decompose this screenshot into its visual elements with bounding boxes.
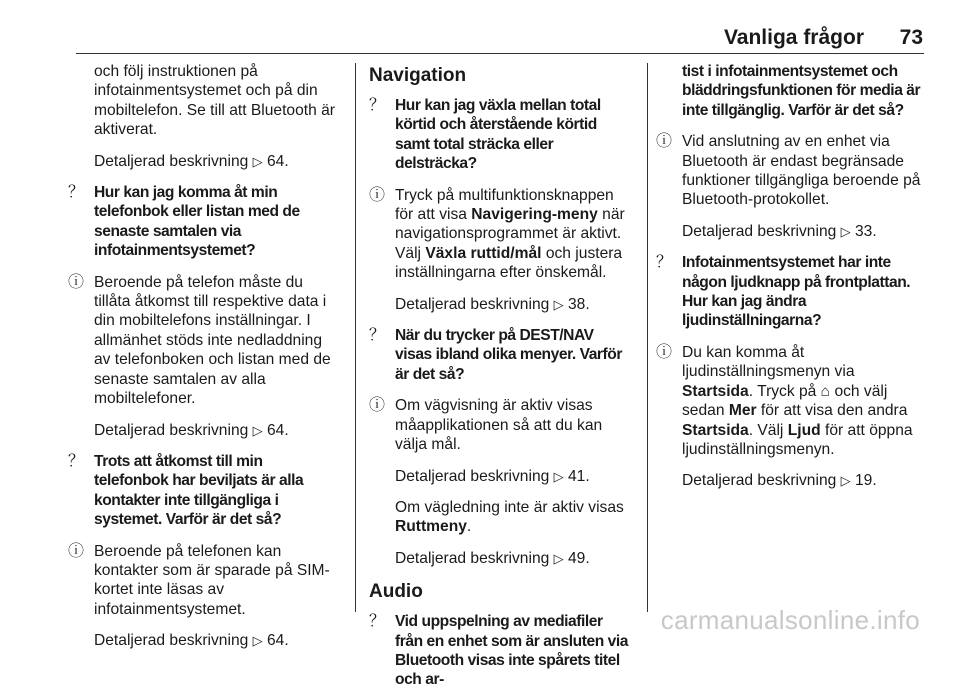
question: ？ Trots att åtkomst till min telefonbok har beviljats är alla kontakter inte tillgängliga i systemet. Varför är det så? — [68, 452, 304, 529]
ref-arrow-icon: ▷ — [553, 550, 564, 566]
reference: Detaljerad beskrivning ▷ 38. — [395, 295, 590, 313]
menu-name: Ljud — [787, 421, 821, 439]
exclamation-circle-icon: ⓘ — [369, 186, 386, 204]
menu-name: Ruttmeny — [395, 518, 467, 536]
ref-page: 64. — [266, 632, 289, 650]
question-circle-icon: ？ — [369, 613, 386, 631]
question-circle-icon: ？ — [656, 254, 673, 272]
reference: Detaljerad beskrivning ▷ 64. — [94, 421, 289, 439]
menu-name: Växla ruttid/mål — [425, 244, 542, 262]
menu-name: Mer — [728, 402, 757, 420]
exclamation-circle-icon: ⓘ — [68, 273, 85, 291]
question: ？ Vid uppspelning av mediafiler från en enhet som är ansluten via Bluetooth visas inte spårets titel och ar- — [369, 613, 628, 689]
paragraph: och följ instruktionen på infotainmentsystemet och på din mobiltelefon. Se till att Bluetooth är aktiverat. — [94, 63, 335, 139]
ref-page: 49. — [567, 549, 590, 567]
answer: ⓘ Du kan komma åt ljudinställningsmenyn via Startsida. Tryck på ⌂ och välj sedan Mer för att visa den andra Startsida. Välj Ljud för att öppna ljudinställningsmenyn. — [656, 343, 913, 458]
exclamation-circle-icon: ⓘ — [656, 343, 673, 361]
question-circle-icon: ？ — [68, 184, 85, 202]
menu-name: Navigering-meny — [471, 206, 598, 224]
answer: ⓘ Tryck på multifunktionsknappen för att visa Navigering-meny när navigationsprogrammet är aktivt. Välj Växla ruttid/mål och justera inställningarna efter önskemål. — [369, 186, 625, 282]
question-circle-icon: ？ — [369, 97, 386, 114]
home-icon: ⌂ — [820, 382, 831, 400]
ref-arrow-icon: ▷ — [840, 223, 851, 239]
question-circle-icon: ？ — [369, 327, 386, 345]
ref-arrow-icon: ▷ — [252, 422, 263, 438]
ref-page: 41. — [567, 467, 590, 485]
reference: Detaljerad beskrivning ▷ 49. — [395, 549, 590, 567]
ref-page: 19. — [854, 472, 877, 490]
menu-name: Startsida — [682, 382, 749, 400]
menu-name: Startsida — [682, 421, 749, 439]
ref-arrow-icon: ▷ — [252, 633, 263, 649]
reference: Detaljerad beskrivning ▷ 41. — [395, 467, 590, 485]
section-title-navigation: Navigation — [369, 65, 467, 86]
exclamation-circle-icon: ⓘ — [68, 542, 85, 560]
column-2 — [369, 62, 633, 690]
question: ？ Infotainmentsystemet har inte någon ljudknapp på frontplattan. Hur kan jag ändra ljudinställningarna? — [656, 254, 911, 330]
ref-page: 38. — [567, 295, 590, 313]
paragraph: Om vägledning inte är aktiv visas Ruttmeny. — [395, 498, 624, 536]
question-circle-icon: ？ — [68, 452, 85, 470]
column-1 — [68, 62, 340, 663]
reference: Detaljerad beskrivning ▷ 64. — [94, 632, 289, 650]
column-3 — [656, 62, 928, 503]
question-continued: tist i infotainmentsystemet och bläddringsfunktionen för media är inte tillgänglig. Varför är det så? — [682, 63, 921, 119]
ref-page: 64. — [266, 421, 289, 439]
column-divider-2 — [647, 63, 648, 612]
ref-arrow-icon: ▷ — [840, 473, 851, 489]
header-divider — [76, 53, 924, 54]
exclamation-circle-icon: ⓘ — [369, 397, 386, 415]
section-title-audio: Audio — [369, 581, 423, 603]
ref-arrow-icon: ▷ — [553, 468, 564, 484]
reference: Detaljerad beskrivning ▷ 33. — [682, 222, 877, 240]
ref-page: 33. — [854, 222, 877, 240]
question: ？ Hur kan jag växla mellan total körtid och återstående körtid samt total sträcka eller delsträcka? — [369, 97, 601, 173]
answer: ⓘ Vid anslutning av en enhet via Bluetooth är endast begränsade funktioner tillgängliga beroende på Bluetooth-protokollet. — [656, 133, 921, 209]
answer: ⓘ Beroende på telefonen kan kontakter som är sparade på SIM-kortet inte läsas av infotainmentsystemet. — [68, 542, 330, 618]
answer: ⓘ Om vägvisning är aktiv visas måapplikationen så att du kan välja mål. — [369, 397, 603, 454]
page-number: 73 — [899, 26, 923, 49]
ref-arrow-icon: ▷ — [252, 153, 263, 169]
reference: Detaljerad beskrivning ▷ 19. — [682, 472, 877, 490]
watermark: carmanualsonline.info — [660, 605, 920, 635]
ref-page: 64. — [266, 152, 289, 170]
ref-arrow-icon: ▷ — [553, 296, 564, 312]
exclamation-circle-icon: ⓘ — [656, 133, 673, 151]
reference: Detaljerad beskrivning ▷ 64. — [94, 152, 289, 170]
answer: ⓘ Beroende på telefon måste du tillåta åtkomst till respektive data i din mobiltelefons inställningar. I allmänhet stöds inte nedladdning av telefonboken och listan med de senaste samtalen av alla mobiltelefoner. — [68, 273, 331, 408]
question: ？ När du trycker på DEST/NAV visas ibland olika menyer. Varför är det så? — [369, 327, 622, 383]
page-title: Vanliga frågor — [723, 26, 864, 49]
column-divider-1 — [355, 63, 356, 612]
question: ？ Hur kan jag komma åt min telefonbok eller listan med de senaste samtalen via infotainmentsystemet? — [68, 184, 300, 260]
